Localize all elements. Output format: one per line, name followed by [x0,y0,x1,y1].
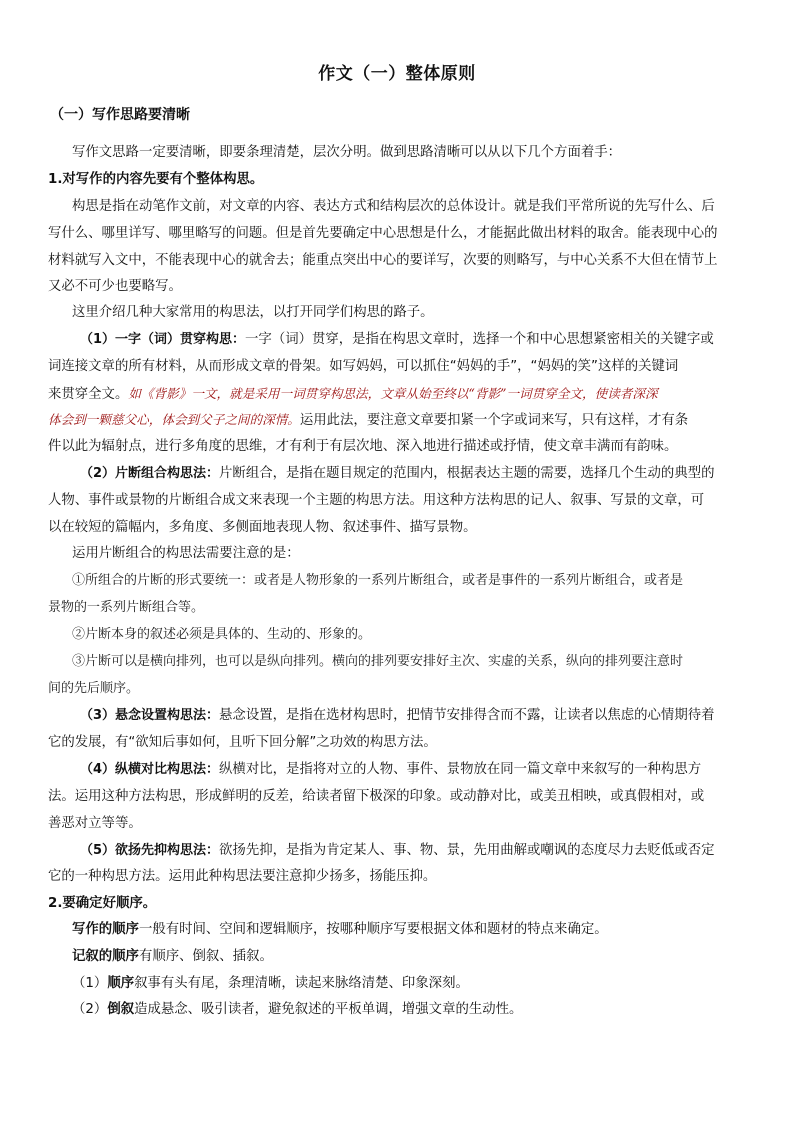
method-1-heading: （1）一字（词）贯穿构思： [80,332,246,347]
method-4-line: 善恶对立等等。 [48,816,142,831]
method-2-heading: （2）片断组合构思法： [80,466,220,481]
method-1-line: 体会到一颗慈父心，体会到父子之间的深情。运用此法，要注意文章要扣紧一个字或词来写，只有这样，才有条 [48,412,689,428]
note-item: 景物的一系列片断组合等。 [48,600,205,615]
method-2-line: 以在较短的篇幅内，多角度、多侧面地表现人物、叙述事件、描写景物。 [48,520,477,535]
method-5-line: 它的一种构思方法。运用此种构思法要注意抑少扬多，扬能压抑。 [48,869,437,884]
method-1-line: 词连接文章的所有材料，从而形成文章的骨架。如写妈妈，可以抓住“妈妈的手”，“妈妈的笑”这样的关键词 [48,359,679,374]
order-line: （1）顺序叙事有头有尾，条理清晰，读起来脉络清楚、印象深刻。 [72,976,469,991]
paragraph-line: 构思是指在动笔作文前，对文章的内容、表达方式和结构层次的总体设计。就是我们平常所说的先写什么、后 [72,199,715,214]
method-1-line: 来贯穿全文。如《背影》一文，就是采用一词贯穿构思法，文章从始至终以“背影”一词贯穿全文，使读者深深 [48,386,658,402]
example-quote: 体会到一颗慈父心，体会到父子之间的深情。 [48,412,300,427]
note-item: ③片断可以是横向排列，也可以是纵向排列。横向的排列要安排好主次、实虚的关系，纵向的排列要注意时 [72,654,684,669]
method-2-line: 人物、事件或景物的片断组合成文来表现一个主题的构思方法。用这种方法构思的记人、叙事、写景的文章，可 [48,493,705,508]
paragraph-line: 这里介绍几种大家常用的构思法，以打开同学们构思的路子。 [72,305,434,320]
method-5-heading: （5）欲扬先抑构思法： [80,843,220,858]
section-heading: （一）写作思路要清晰 [50,107,190,123]
note-item: ②片断本身的叙述必须是具体的、生动的、形象的。 [72,627,372,642]
method-5-line: （5）欲扬先抑构思法：欲扬先抑，是指为肯定某人、事、物、景，先用曲解或嘲讽的态度尽力去贬低或否定 [80,843,715,858]
method-4-heading: （4）纵横对比构思法： [80,762,220,777]
note-intro: 运用片断组合的构思法需要注意的是： [72,546,300,561]
method-3-line: 它的发展，有“欲知后事如何，且听下回分解”之功效的构思方法。 [48,735,437,750]
paragraph-line: 又必不可少也要略写。 [48,279,182,294]
note-item: 间的先后顺序。 [48,681,140,696]
method-4-line: （4）纵横对比构思法：纵横对比，是指将对立的人物、事件、景物放在同一篇文章中来叙写的一种构思方 [80,762,702,777]
method-1-line: 件以此为辐射点，进行多角度的思维，才有利于有层次地、深入地进行描述或抒情，使文章丰满而有韵味。 [48,439,678,454]
method-2-line: （2）片断组合构思法：片断组合，是指在题目规定的范围内，根据表达主题的需要，选择几个生动的典型的 [80,466,715,481]
order-line: （2）倒叙造成悬念、吸引读者，避免叙述的平板单调，增强文章的生动性。 [72,1002,523,1017]
method-1-line: （1）一字（词）贯穿构思：一字（词）贯穿，是指在构思文章时，选择一个和中心思想紧密相关的关键字或 [80,332,714,347]
heading-1: 1.对写作的内容先要有个整体构思。 [48,172,264,187]
example-quote: 如《背影》一文，就是采用一词贯穿构思法，文章从始至终以“背影”一词贯穿全文，使读者深深 [128,386,658,401]
page-title: 作文（一）整体原则 [318,64,476,84]
method-3-line: （3）悬念设置构思法：悬念设置，是指在选材构思时，把情节安排得含而不露，让读者以焦虑的心情期待着 [80,708,715,723]
paragraph-line: 材料就写入文中，不能表现中心的就舍去；能重点突出中心的要详写，次要的则略写，与中心关系不大但在情节上 [48,253,718,268]
heading-2: 2.要确定好顺序。 [48,896,157,911]
order-line: 写作的顺序一般有时间、空间和逻辑顺序，按哪种顺序写要根据文体和题材的特点来确定。 [72,922,608,937]
method-4-line: 法。运用这种方法构思，形成鲜明的反差，给读者留下极深的印象。或动静对比，或美丑相映，或真假相对，或 [48,789,705,804]
note-item: ①所组合的片断的形式要统一：或者是人物形象的一系列片断组合，或者是事件的一系列片断组合，或者是 [72,573,684,588]
order-line: 记叙的顺序有顺序、倒叙、插叙。 [72,949,273,964]
intro-paragraph: 写作文思路一定要清晰，即要条理清楚，层次分明。做到思路清晰可以从以下几个方面着手： [72,145,622,160]
paragraph-line: 写什么、哪里详写、哪里略写的问题。但是首先要确定中心思想是什么，才能据此做出材料的取舍。能表现中心的 [48,226,718,241]
method-3-heading: （3）悬念设置构思法： [80,708,220,723]
